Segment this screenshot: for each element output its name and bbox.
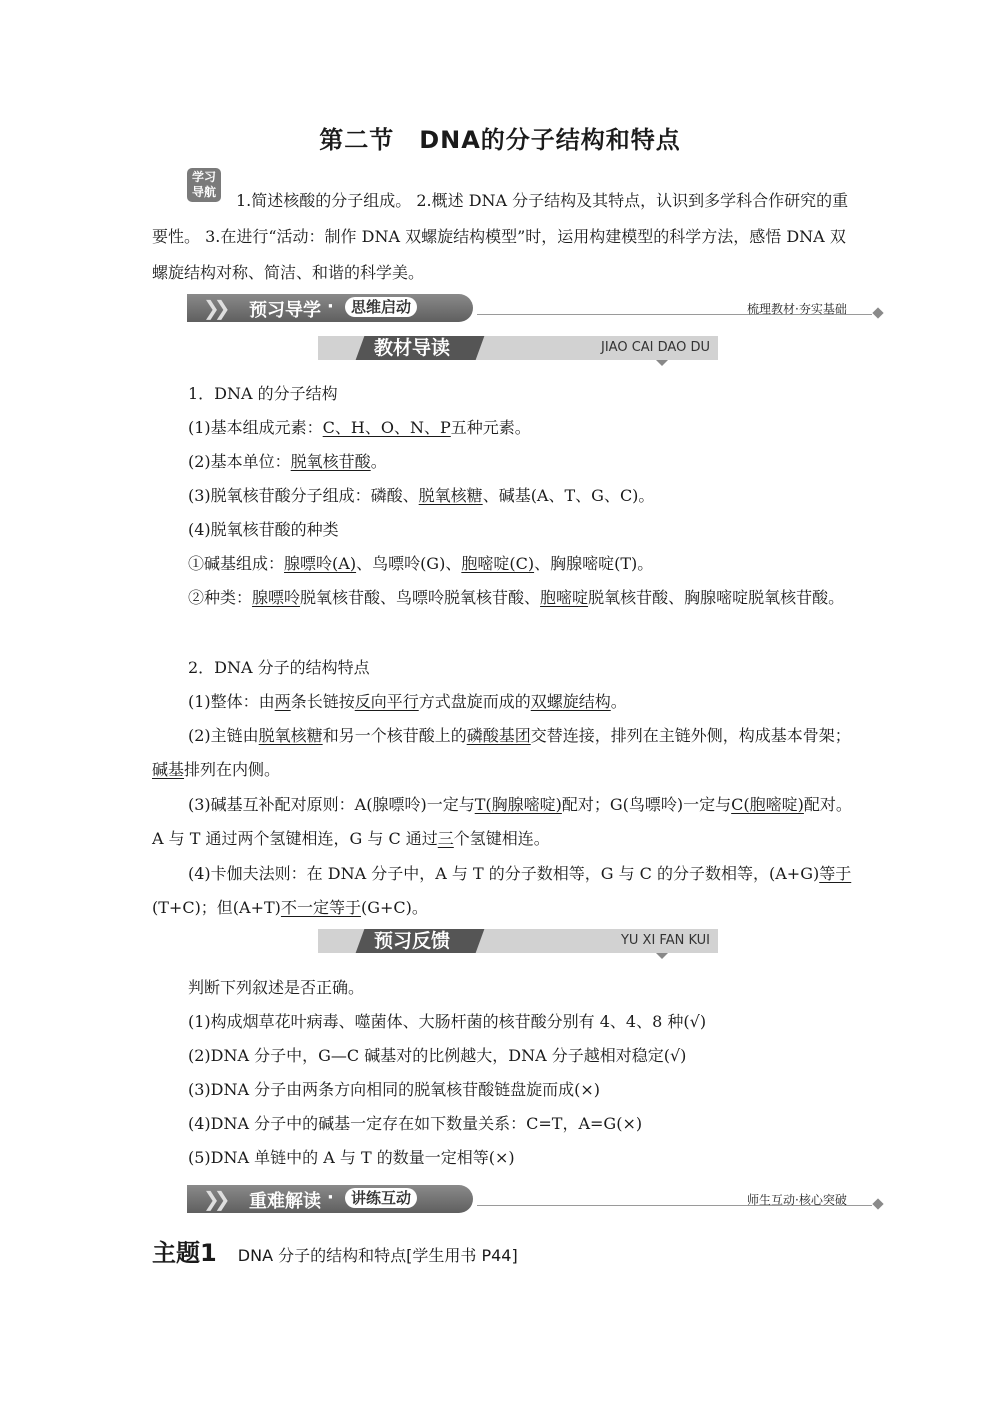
text-line: (1)基本组成元素：C、H、O、N、P五种元素。	[188, 418, 531, 437]
diamond-icon	[872, 307, 883, 318]
down-triangle-icon	[656, 953, 668, 959]
text-line: (2)基本单位：脱氧核苷酸。	[188, 452, 387, 471]
list-item: (5)DNA 单链中的 A 与 T 的数量一定相等(×)	[188, 1148, 515, 1167]
list-item: (4)DNA 分子中的碱基一定存在如下数量关系：C=T，A=G(×)	[188, 1114, 643, 1133]
text-line: (3)脱氧核苷酸分子组成：磷酸、脱氧核糖、碱基(A、T、G、C)。	[188, 486, 655, 505]
down-triangle-icon	[656, 360, 668, 366]
feedback-lead: 判断下列叙述是否正确。	[188, 978, 365, 997]
text-paragraph: ②种类：腺嘌呤脱氧核苷酸、鸟嘌呤脱氧核苷酸、胞嘧啶脱氧核苷酸、胸腺嘧啶脱氧核苷酸。	[188, 588, 845, 607]
topic-heading: 主题1 DNA 分子的结构和特点[学生用书 P44]	[152, 1239, 518, 1267]
heading-dna-structure: 1．DNA 的分子结构	[188, 384, 338, 403]
chevron-icon: ❯❯	[203, 296, 225, 320]
learning-objectives: 1.简述核酸的分子组成。 2.概述 DNA 分子结构及其特点，认识到多学科合作研究的重要性。 3.在进行“活动：制作 DNA 双螺旋结构模型”时，运用构建模型的科学方法，感悟 DNA 双螺旋结构对称、简洁、和谐的科学美。	[152, 191, 849, 282]
heading-structure-features: 2．DNA 分子的结构特点	[188, 658, 370, 677]
text-line: ①碱基组成：腺嘌呤(A)、鸟嘌呤(G)、胞嘧啶(C)、胸腺嘧啶(T)。	[188, 554, 654, 573]
chevron-icon: ❯❯	[203, 1187, 225, 1211]
list-item: (1)构成烟草花叶病毒、噬菌体、大肠杆菌的核苷酸分别有 4、4、8 种(√)	[188, 1012, 707, 1031]
text-paragraph: (4)卡伽夫法则：在 DNA 分子中，A 与 T 的分子数相等，G 与 C 的分子数相等，(A+G)等于(T+C)；但(A+T)不一定等于(G+C)。	[152, 864, 852, 917]
diamond-icon	[872, 1198, 883, 1209]
study-nav-badge: 学习 导航	[187, 168, 221, 202]
section-header-feedback: 预习反馈 YU XI FAN KUI	[318, 929, 718, 953]
banner-preview: ❯❯ 预习导学 · 思维启动 梳理教材·夯实基础	[187, 294, 887, 322]
text-line: (4)脱氧核苷酸的种类	[188, 520, 339, 539]
text-line: (1)整体：由两条长链按反向平行方式盘旋而成的双螺旋结构。	[188, 692, 627, 711]
text-paragraph: (3)碱基互补配对原则：A(腺嘌呤)一定与T(胸腺嘧啶)配对；G(鸟嘌呤)一定与C(胞嘧啶)配对。A 与 T 通过两个氢键相连，G 与 C 通过三个氢键相连。	[152, 795, 852, 848]
list-item: (2)DNA 分子中，G—C 碱基对的比例越大，DNA 分子越相对稳定(√)	[188, 1046, 687, 1065]
list-item: (3)DNA 分子由两条方向相同的脱氧核苷酸链盘旋而成(×)	[188, 1080, 601, 1099]
section-header-textbook: 教材导读 JIAO CAI DAO DU	[318, 336, 718, 360]
page-title: 第二节 DNA的分子结构和特点	[319, 126, 681, 154]
banner-key-points: ❯❯ 重难解读 · 讲练互动 师生互动·核心突破	[187, 1185, 887, 1213]
text-paragraph: (2)主链由脱氧核糖和另一个核苷酸上的磷酸基团交替连接，排列在主链外侧，构成基本骨架；碱基排列在内侧。	[152, 726, 851, 779]
